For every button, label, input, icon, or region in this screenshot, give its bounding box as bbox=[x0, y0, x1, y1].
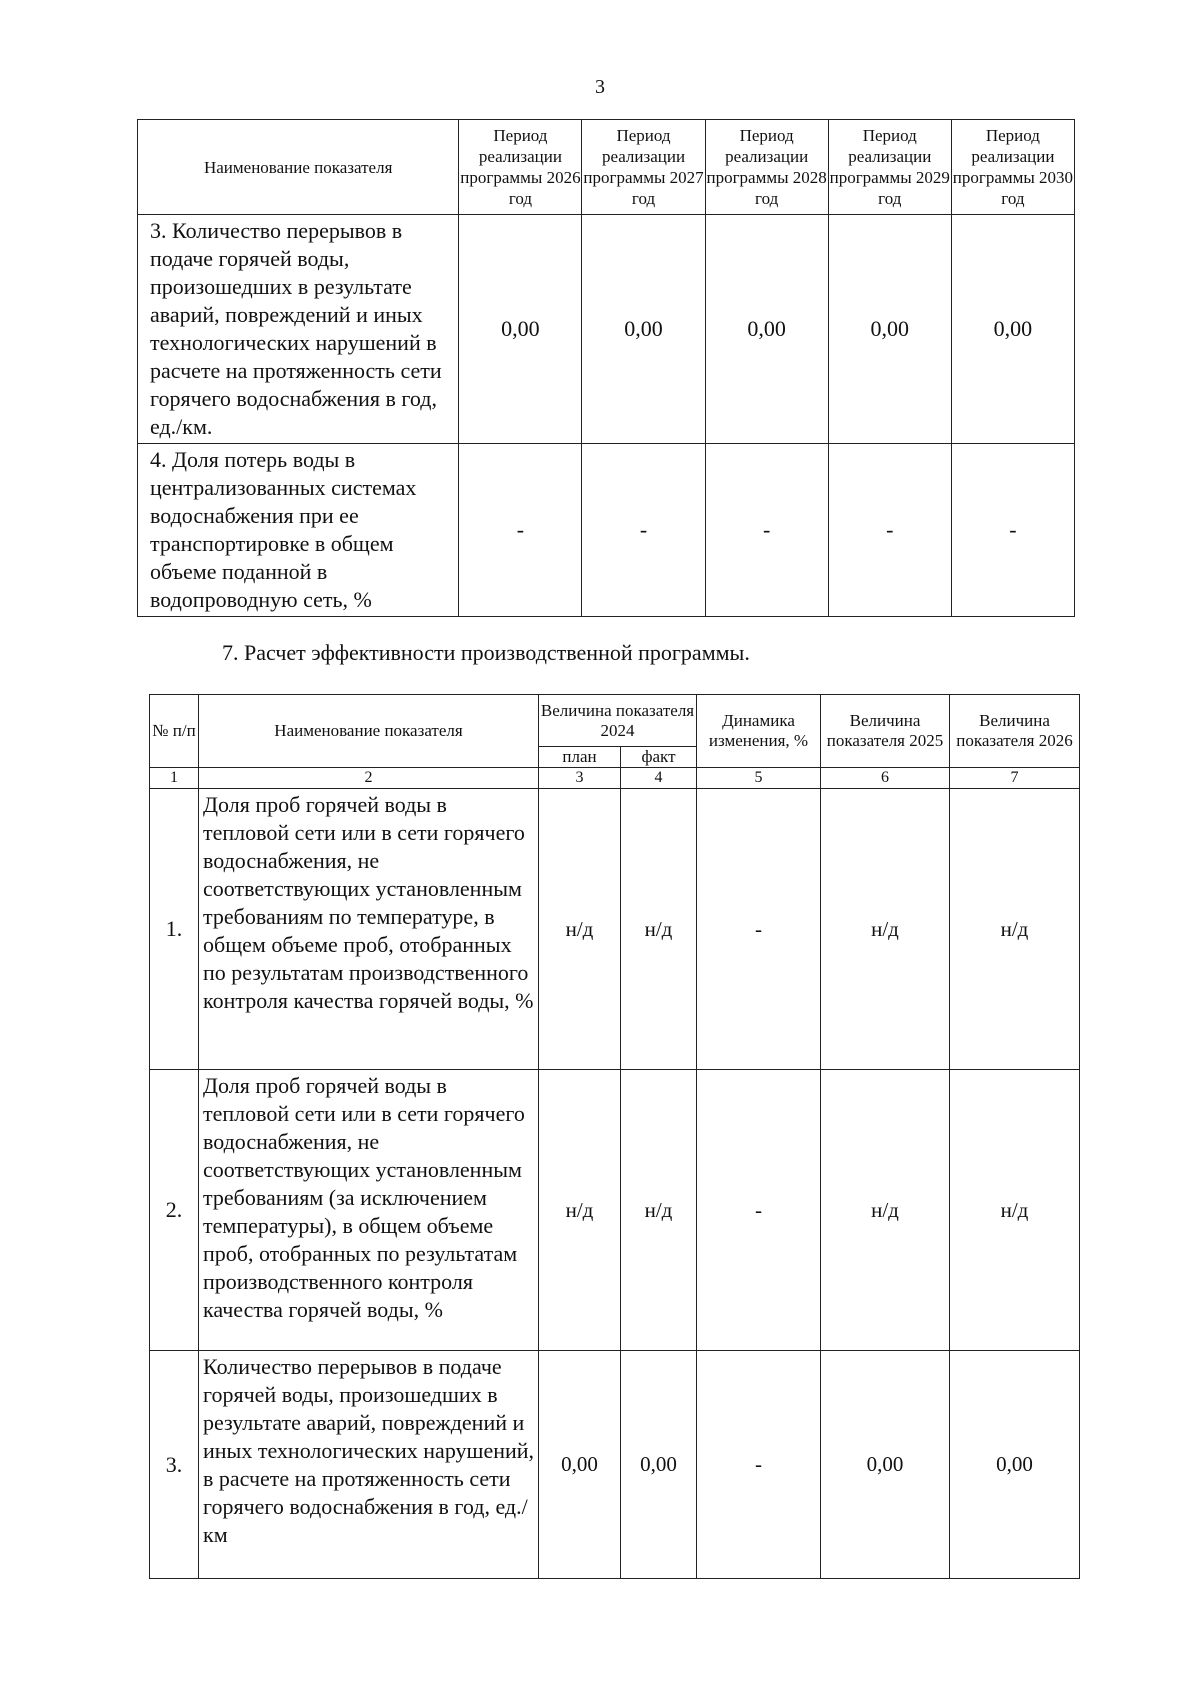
header-row-number: № п/п bbox=[150, 695, 199, 768]
dynamics-value: - bbox=[697, 1070, 821, 1351]
indicator-name: Количество перерывов в подаче горячей воды, произошедших в результате аварий, повреждений и иных технологических нарушений, в расчете на протяженность сети горячего водоснабжения в год, ед./км bbox=[199, 1351, 539, 1579]
value-cell: 0,00 bbox=[705, 215, 828, 444]
header-period-2027: Период реализации программы 2027 год bbox=[582, 120, 705, 215]
column-number: 1 bbox=[150, 768, 199, 789]
section-title: 7. Расчет эффективности производственной программы. bbox=[222, 640, 750, 665]
row-number: 3. bbox=[150, 1351, 199, 1579]
value-cell: 0,00 bbox=[951, 215, 1074, 444]
row-number: 1. bbox=[150, 789, 199, 1070]
value-2025: н/д bbox=[821, 789, 950, 1070]
column-number: 3 bbox=[539, 768, 621, 789]
fact-value: н/д bbox=[621, 789, 697, 1070]
value-cell: - bbox=[582, 444, 705, 617]
header-dynamics: Динамика изменения, % bbox=[697, 695, 821, 768]
plan-value: 0,00 bbox=[539, 1351, 621, 1579]
table-row bbox=[150, 1070, 1080, 1351]
value-cell: - bbox=[459, 444, 582, 617]
value-2025: н/д bbox=[821, 1070, 950, 1351]
value-cell: - bbox=[828, 444, 951, 617]
column-number: 5 bbox=[697, 768, 821, 789]
dynamics-value: - bbox=[697, 789, 821, 1070]
value-cell: 0,00 bbox=[459, 215, 582, 444]
header-period-2029: Период реализации программы 2029 год bbox=[828, 120, 951, 215]
table-row bbox=[138, 215, 1075, 444]
column-number: 6 bbox=[821, 768, 950, 789]
header-indicator-name: Наименование показателя bbox=[199, 695, 539, 768]
table-row bbox=[138, 444, 1075, 617]
value-2026: н/д bbox=[950, 1070, 1080, 1351]
plan-value: н/д bbox=[539, 789, 621, 1070]
table-header-row bbox=[138, 120, 1075, 215]
value-cell: 0,00 bbox=[828, 215, 951, 444]
fact-value: 0,00 bbox=[621, 1351, 697, 1579]
header-period-2026: Период реализации программы 2026 год bbox=[459, 120, 582, 215]
plan-value: н/д bbox=[539, 1070, 621, 1351]
value-cell: 0,00 bbox=[582, 215, 705, 444]
value-2026: н/д bbox=[950, 789, 1080, 1070]
header-fact: факт bbox=[621, 747, 697, 768]
header-value-2024: Величина показателя 2024 bbox=[539, 695, 697, 747]
column-number: 7 bbox=[950, 768, 1080, 789]
page-number: 3 bbox=[595, 76, 605, 98]
indicator-name: 3. Количество перерывов в подаче горячей воды, произошедших в результате аварий, повреждений и иных технологических нарушений в расчете на протяженность сети горячего водоснабжения в год, ед./км. bbox=[138, 215, 459, 444]
indicator-name: Доля проб горячей воды в тепловой сети или в сети горячего водоснабжения, не соответствующих установленным требованиям по температуре, в общем объеме проб, отобранных по результатам производственного контроля качества горячей воды, % bbox=[199, 789, 539, 1070]
value-2026: 0,00 bbox=[950, 1351, 1080, 1579]
column-number: 2 bbox=[199, 768, 539, 789]
row-number: 2. bbox=[150, 1070, 199, 1351]
indicator-name: 4. Доля потерь воды в централизованных системах водоснабжения при ее транспортировке в общем объеме поданной в водопроводную сеть, % bbox=[138, 444, 459, 617]
header-plan: план bbox=[539, 747, 621, 768]
header-value-2025: Величина показателя 2025 bbox=[821, 695, 950, 768]
efficiency-table bbox=[149, 694, 1080, 1579]
header-indicator-name: Наименование показателя bbox=[138, 120, 459, 215]
column-number: 4 bbox=[621, 768, 697, 789]
fact-value: н/д bbox=[621, 1070, 697, 1351]
column-number-row bbox=[150, 768, 1080, 789]
dynamics-value: - bbox=[697, 1351, 821, 1579]
indicator-name: Доля проб горячей воды в тепловой сети или в сети горячего водоснабжения, не соответствующих установленным требованиям (за исключением температуры), в общем объеме проб, отобранных по результатам производственного контроля качества горячей воды, % bbox=[199, 1070, 539, 1351]
table-row bbox=[150, 1351, 1080, 1579]
value-cell: - bbox=[951, 444, 1074, 617]
value-cell: - bbox=[705, 444, 828, 617]
header-value-2026: Величина показателя 2026 bbox=[950, 695, 1080, 768]
header-period-2028: Период реализации программы 2028 год bbox=[705, 120, 828, 215]
header-period-2030: Период реализации программы 2030 год bbox=[951, 120, 1074, 215]
program-indicators-table bbox=[137, 119, 1075, 617]
table-header-row bbox=[150, 695, 1080, 747]
value-2025: 0,00 bbox=[821, 1351, 950, 1579]
table-row bbox=[150, 789, 1080, 1070]
